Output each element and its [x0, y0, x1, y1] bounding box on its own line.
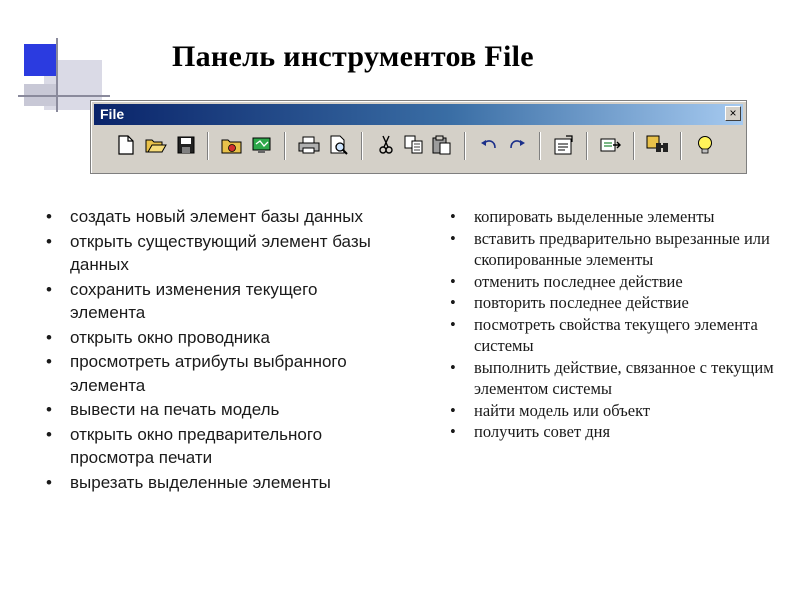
- list-item: • получить совет дня: [448, 421, 778, 443]
- list-item: • вырезать выделенные элементы: [44, 471, 389, 495]
- cut-button[interactable]: [374, 133, 398, 157]
- list-item: • копировать выделенные элементы: [448, 206, 778, 228]
- list-item: • вставить предварительно вырезанные или скопированные элементы: [448, 228, 778, 271]
- paste-button[interactable]: [430, 133, 454, 157]
- copy-icon: [404, 135, 424, 155]
- undo-icon: [480, 138, 498, 152]
- toolbar-separator: [361, 132, 363, 160]
- toolbar-separator: [633, 132, 635, 160]
- undo-button[interactable]: [477, 133, 501, 157]
- toolbar-title: File: [100, 106, 125, 122]
- tip-of-day-icon: [696, 135, 714, 155]
- tip-of-day-button[interactable]: [693, 133, 717, 157]
- redo-icon: [508, 138, 526, 152]
- print-button[interactable]: [297, 133, 321, 157]
- list-item: • просмотреть атрибуты выбранного элемента: [44, 350, 389, 397]
- file-toolbar: [90, 100, 747, 174]
- page-title: Панель инструментов File: [172, 40, 534, 73]
- explorer-button[interactable]: [220, 133, 244, 157]
- open-folder-icon: [145, 136, 167, 154]
- paste-icon: [432, 135, 452, 155]
- save-button[interactable]: [174, 133, 198, 157]
- properties-icon: [554, 135, 574, 155]
- print-preview-icon: [329, 135, 349, 155]
- attributes-icon: [251, 136, 273, 154]
- toolbar-separator: [207, 132, 209, 160]
- decorative-line: [56, 38, 58, 112]
- find-button[interactable]: [646, 133, 670, 157]
- copy-button[interactable]: [402, 133, 426, 157]
- list-item: • сохранить изменения текущего элемента: [44, 278, 389, 325]
- redo-button[interactable]: [505, 133, 529, 157]
- save-icon: [177, 136, 195, 154]
- toolbar-titlebar[interactable]: [94, 104, 743, 125]
- print-preview-button[interactable]: [327, 133, 351, 157]
- open-button[interactable]: [144, 133, 168, 157]
- close-button[interactable]: ×: [725, 106, 741, 121]
- decorative-square: [24, 44, 58, 76]
- list-item: • посмотреть свойства текущего элемента системы: [448, 314, 778, 357]
- list-item: • открыть окно предварительного просмотра печати: [44, 423, 389, 470]
- toolbar-separator: [586, 132, 588, 160]
- list-item: • выполнить действие, связанное с текущим элементом системы: [448, 357, 778, 400]
- list-item: • найти модель или объект: [448, 400, 778, 422]
- toolbar-separator: [464, 132, 466, 160]
- list-item: • отменить последнее действие: [448, 271, 778, 293]
- decorative-line: [18, 95, 110, 97]
- toolbar-separator: [284, 132, 286, 160]
- properties-button[interactable]: [552, 133, 576, 157]
- new-button[interactable]: [114, 133, 138, 157]
- list-item: • создать новый элемент базы данных: [44, 205, 389, 229]
- toolbar-separator: [680, 132, 682, 160]
- new-document-icon: [117, 135, 135, 155]
- execute-action-icon: [600, 136, 622, 154]
- list-item: • открыть существующий элемент базы данных: [44, 230, 389, 277]
- toolbar-separator: [539, 132, 541, 160]
- list-item: • открыть окно проводника: [44, 326, 389, 350]
- explorer-icon: [221, 136, 243, 154]
- find-icon: [646, 135, 670, 155]
- right-description-list: [448, 206, 778, 443]
- toolbar-buttons: [94, 129, 743, 167]
- print-icon: [298, 136, 320, 154]
- execute-action-button[interactable]: [599, 133, 623, 157]
- attributes-button[interactable]: [250, 133, 274, 157]
- list-item: • повторить последнее действие: [448, 292, 778, 314]
- list-item: • вывести на печать модель: [44, 398, 389, 422]
- left-description-list: [44, 205, 389, 495]
- cut-icon: [377, 135, 395, 155]
